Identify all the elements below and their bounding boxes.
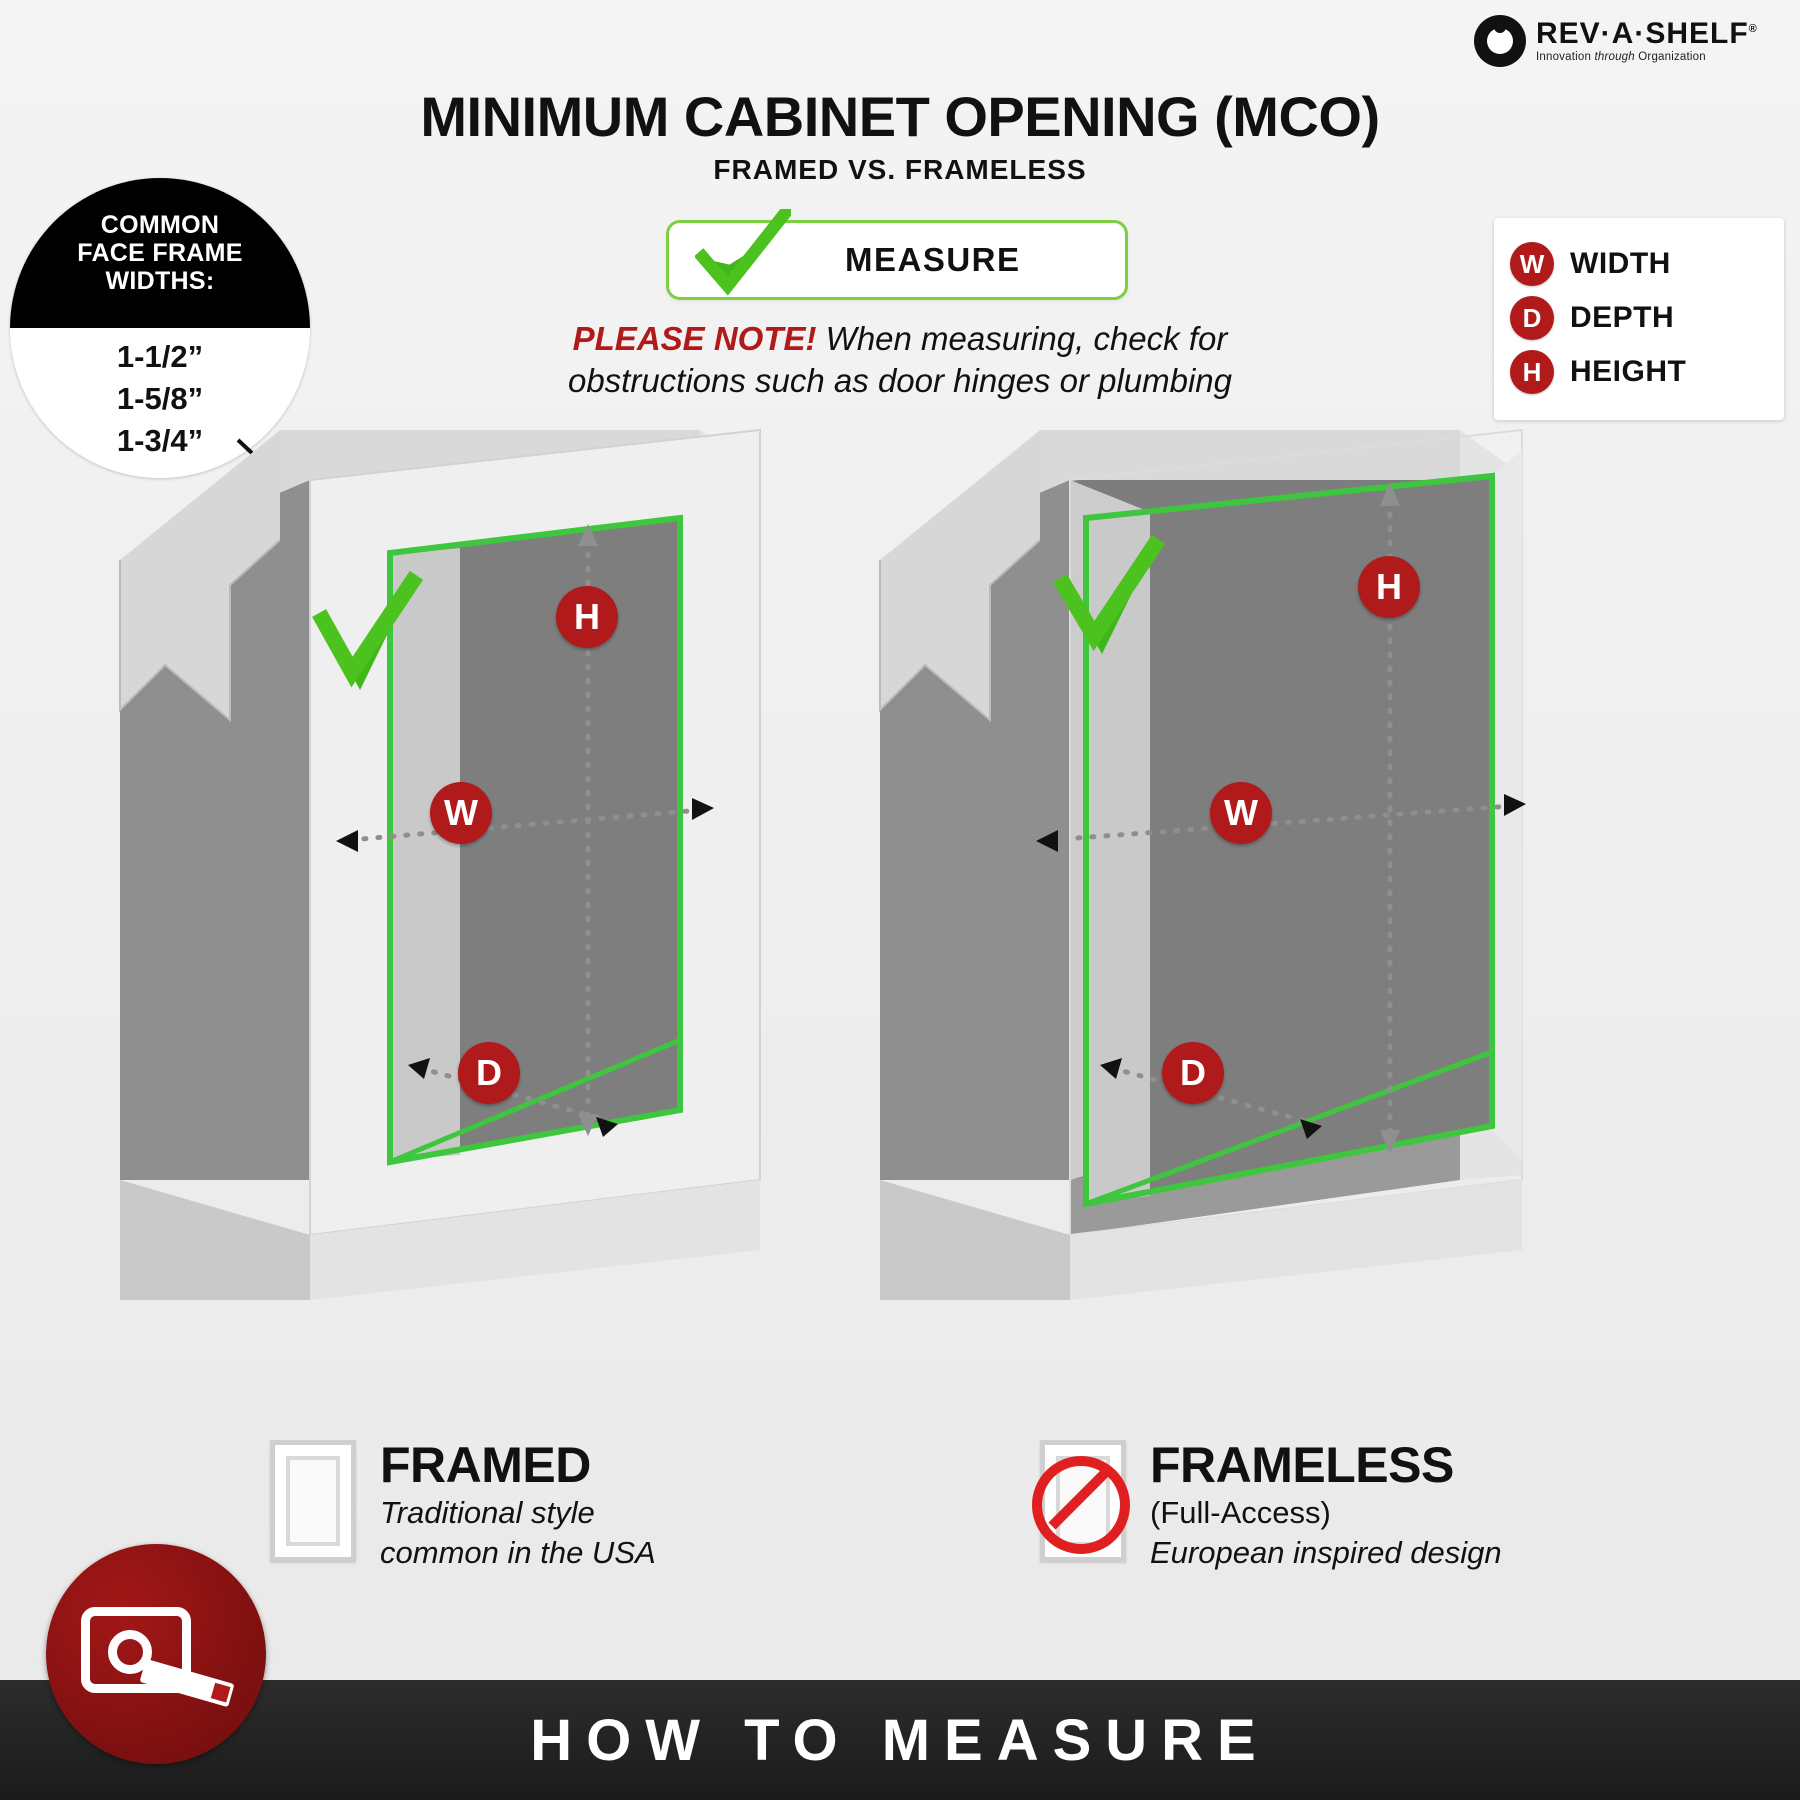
please-note-line2: obstructions such as door hinges or plumbing	[567, 362, 1233, 400]
please-note-emphasis: PLEASE NOTE!	[572, 320, 817, 357]
brand-tagline: Innovation through Organization	[1536, 50, 1706, 63]
tape-measure-icon	[46, 1544, 266, 1764]
framed-cabinet-opening-icon	[270, 1440, 356, 1562]
framed-caption-text	[380, 1436, 656, 1572]
frameless-cabinet-diagram	[850, 420, 1650, 1300]
legend-label-height: HEIGHT	[1570, 355, 1687, 388]
framed-cabinet-diagram	[60, 420, 820, 1300]
footer-title: HOW TO MEASURE	[530, 1707, 1270, 1773]
framed-cabinet-svg	[60, 420, 820, 1300]
measure-label: MEASURE	[845, 241, 1021, 278]
height-badge-right: H	[1358, 556, 1420, 618]
width-badge-right: W	[1210, 782, 1272, 844]
legend-item-width	[1510, 242, 1768, 286]
please-note-text	[400, 318, 1400, 402]
height-badge-left: H	[556, 586, 618, 648]
framed-caption	[270, 1436, 656, 1572]
brand-logo-text	[1536, 16, 1758, 64]
brand-name	[1536, 16, 1758, 50]
face-frame-width-1: 1-1/2”	[116, 339, 204, 374]
frameless-caption-text	[1150, 1436, 1502, 1572]
legend-item-height	[1510, 350, 1768, 394]
depth-badge-right: D	[1162, 1042, 1224, 1104]
face-frame-width-3: 1-3/4”	[116, 423, 204, 459]
measure-callout	[666, 220, 1128, 300]
depth-badge-icon: D	[1510, 296, 1554, 340]
frameless-title: FRAMELESS	[1150, 1436, 1454, 1493]
bubble-heading-line2: FACE FRAME	[77, 239, 243, 267]
page-title: MINIMUM CABINET OPENING (MCO)	[420, 85, 1380, 148]
green-check-icon	[695, 209, 791, 305]
frameless-sub-line2: European inspired design	[1150, 1535, 1502, 1571]
brand-name-text: REV·A·SHELF	[1536, 16, 1749, 50]
frameless-sub-line1: (Full-Access)	[1150, 1494, 1331, 1530]
width-badge-icon: W	[1510, 242, 1554, 286]
frameless-cabinet-svg	[850, 420, 1650, 1300]
frameless-cabinet-opening-icon	[1040, 1440, 1126, 1562]
legend-panel	[1494, 218, 1784, 420]
legend-label-depth: DEPTH	[1570, 301, 1675, 334]
framed-sub-line1: Traditional style	[380, 1494, 595, 1530]
brand-registered-mark: ®	[1748, 22, 1758, 35]
please-note-line1: When measuring, check for	[816, 320, 1228, 357]
width-badge-left: W	[430, 782, 492, 844]
framed-title: FRAMED	[380, 1436, 591, 1493]
page-subtitle: FRAMED VS. FRAMELESS	[713, 154, 1087, 185]
bubble-heading-line1: COMMON	[100, 211, 220, 239]
face-frame-width-2: 1-5/8”	[116, 381, 204, 417]
depth-badge-left: D	[458, 1042, 520, 1104]
bubble-heading-line3: WIDTHS:	[105, 267, 215, 295]
bubble-heading	[10, 178, 310, 328]
brand-logo	[1474, 8, 1774, 74]
rev-a-shelf-logo-icon	[1474, 15, 1526, 67]
frameless-caption	[1040, 1436, 1502, 1572]
footer-bar	[0, 1680, 1800, 1800]
no-entry-icon	[1032, 1456, 1130, 1554]
legend-item-depth	[1510, 296, 1768, 340]
height-badge-icon: H	[1510, 350, 1554, 394]
legend-label-width: WIDTH	[1570, 247, 1671, 280]
framed-sub-line2: common in the USA	[380, 1535, 656, 1571]
